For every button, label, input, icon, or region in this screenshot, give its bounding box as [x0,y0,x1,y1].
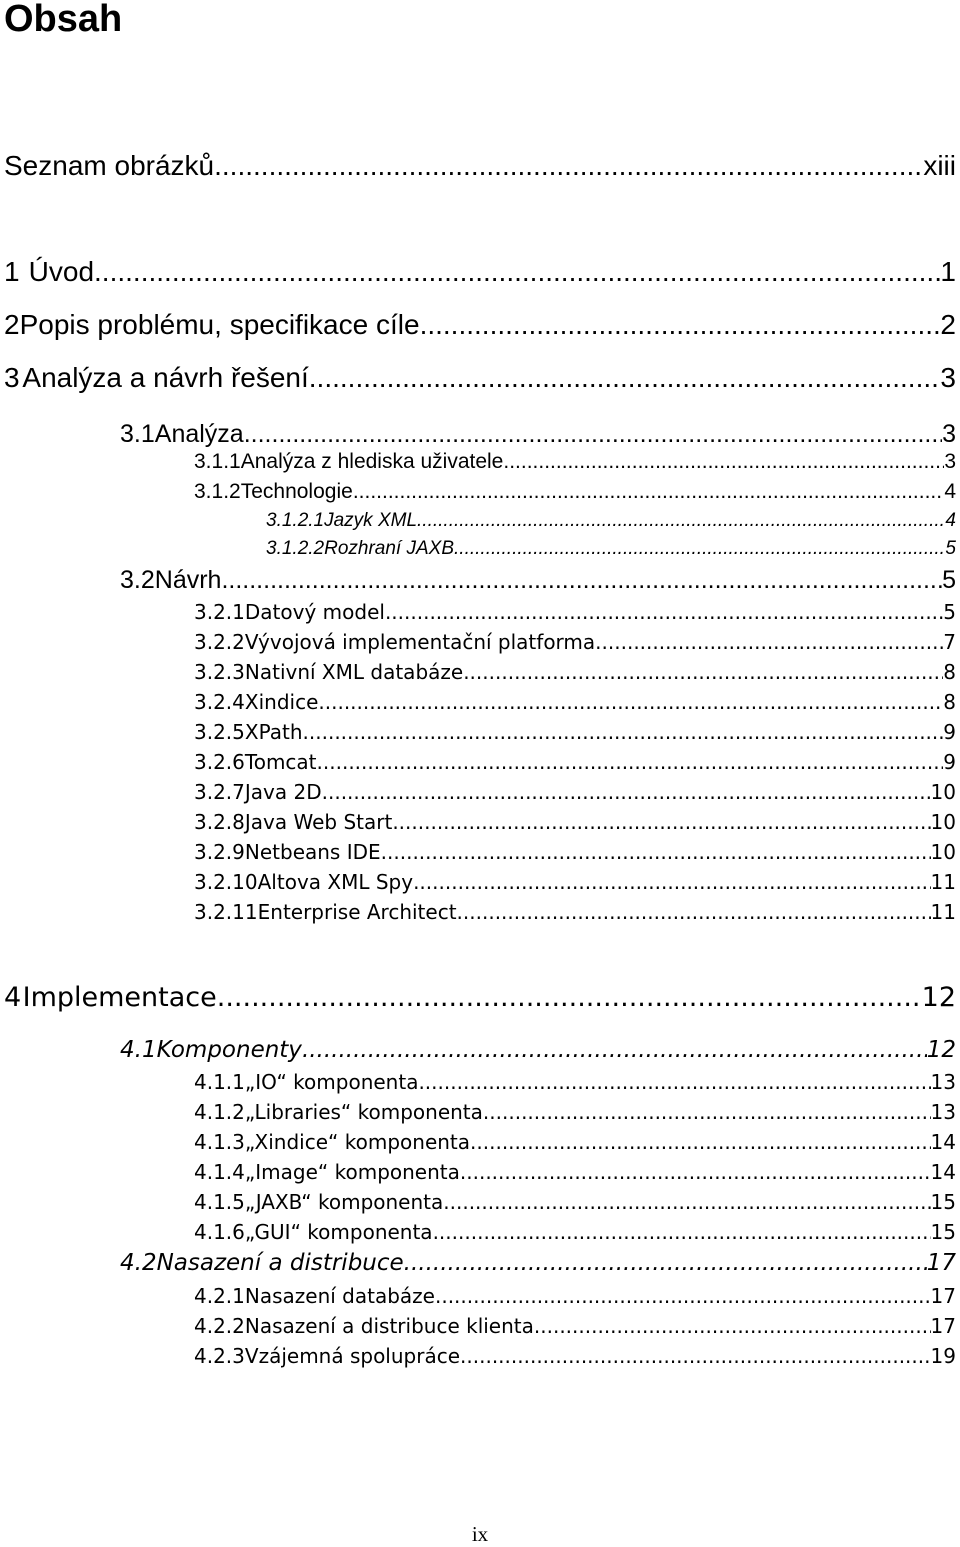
toc-entry-number: 3.2.6 [194,750,245,774]
toc-entry-page: 17 [926,1250,956,1276]
toc-entry-number: 3.2.3 [194,660,245,684]
toc-entry-number: 4.2.1 [194,1284,245,1308]
toc-entry-page: 5 [942,566,956,594]
toc-entry-label: Seznam obrázků [4,150,215,181]
toc-entry-page: 7 [943,630,956,654]
toc-leader-dots [443,1190,930,1214]
toc-entry-label: Komponenty [156,1037,302,1063]
toc-entry-label: Nasazení a distribuce [156,1250,404,1276]
toc-entry-page: 5 [943,600,956,624]
page-title: Obsah [4,0,123,40]
toc-entry-3-1-1[interactable] [194,450,956,474]
toc-entry-3-2-7[interactable] [194,780,956,804]
toc-entry-number: 4.2.2 [194,1314,245,1338]
toc-leader-dots [463,660,943,684]
toc-leader-dots [413,870,930,894]
toc-entry-page: 2 [940,309,956,340]
toc-entry-page: 10 [930,780,956,804]
toc-entry-label: Nasazení a distribuce klienta [244,1314,534,1338]
toc-entry-page: 3 [942,420,956,448]
toc-entry-label: „Libraries“ komponenta [244,1100,483,1124]
toc-entry-label: Nasazení databáze [244,1284,435,1308]
toc-entry-label: Altova XML Spy [257,870,414,894]
toc-entry-label: Nativní XML databáze [244,660,464,684]
toc-entry-page: 9 [943,750,956,774]
toc-entry-label: Java Web Start [244,810,393,834]
toc-entry-page: 15 [930,1220,956,1244]
toc-leader-dots [385,600,943,624]
toc-entry-4-1[interactable] [120,1037,956,1063]
toc-entry-3-2-9[interactable] [194,840,956,864]
toc-entry-list-of-figures[interactable] [4,150,956,182]
toc-entry-number: 4.1.3 [194,1130,245,1154]
toc-entry-number: 1 [4,256,20,287]
toc-leader-dots [392,810,930,834]
toc-entry-page: 4 [945,510,956,531]
toc-leader-dots [221,566,942,595]
toc-entry-4-2[interactable] [120,1250,956,1276]
toc-leader-dots [322,780,931,804]
toc-entry-3-2-6[interactable] [194,750,956,774]
toc-entry-3-2-8[interactable] [194,810,956,834]
toc-entry-3-2-3[interactable] [194,660,956,684]
toc-leader-dots [503,450,944,474]
toc-entry-4[interactable] [4,982,956,1013]
toc-entry-label: Analýza [154,420,244,448]
toc-entry-number: 3.1.2 [194,480,241,503]
toc-entry-3-2-1[interactable] [194,600,956,624]
toc-entry-3-2-11[interactable] [194,900,956,924]
toc-entry-1[interactable] [4,256,956,288]
toc-entry-label: Netbeans IDE [244,840,381,864]
toc-entry-number: 4.1.4 [194,1160,245,1184]
toc-entry-label: Enterprise Architect [257,900,457,924]
toc-entry-label: Analýza a návrh řešení [22,362,309,393]
toc-entry-number: 3.2.1 [194,600,245,624]
toc-entry-3-1[interactable] [120,420,956,449]
toc-leader-dots [595,630,943,654]
toc-entry-page: 4 [944,480,956,503]
toc-entry-label: Jazyk XML [324,510,418,531]
toc-entry-label: Technologie [240,480,353,503]
toc-entry-4-2-2[interactable] [194,1314,956,1338]
toc-leader-dots [94,256,940,288]
toc-entry-4-1-2[interactable] [194,1100,956,1124]
toc-leader-dots [418,1070,930,1094]
toc-entry-3-1-2-1[interactable] [266,510,956,532]
toc-entry-label: Datový model [244,600,385,624]
toc-entry-label: Xindice [244,690,319,714]
toc-entry-label: Popis problému, specifikace cíle [19,309,420,340]
toc-entry-3-2-2[interactable] [194,630,956,654]
toc-entry-label: Analýza z hlediska uživatele [240,450,504,473]
toc-entry-page: 10 [930,810,956,834]
toc-leader-dots [214,150,923,182]
toc-leader-dots [433,1220,931,1244]
toc-entry-label: „GUI“ komponenta [244,1220,433,1244]
toc-entry-number: 4.1.2 [194,1100,245,1124]
toc-leader-dots [381,840,931,864]
toc-leader-dots [460,1344,931,1368]
toc-entry-label: Rozhraní JAXB [324,538,455,559]
toc-leader-dots [404,1250,927,1276]
toc-entry-number: 4.1 [120,1037,157,1063]
toc-entry-page: 12 [921,982,956,1013]
toc-entry-number: 3.2.10 [194,870,258,894]
toc-entry-number: 3.2 [120,566,155,594]
toc-leader-dots [317,750,944,774]
page-number: ix [471,1522,489,1546]
toc-entry-page: 19 [930,1344,956,1368]
toc-leader-dots [303,720,944,744]
toc-leader-dots [435,1284,931,1308]
toc-entry-label: Návrh [154,566,222,594]
toc-entry-3-1-2-2[interactable] [266,538,956,560]
toc-entry-4-1-4[interactable] [194,1160,956,1184]
toc-entry-page: 15 [930,1190,956,1214]
toc-entry-label: „IO“ komponenta [244,1070,419,1094]
toc-leader-dots [302,1037,927,1063]
toc-entry-number: 3.1.2.2 [266,538,325,559]
toc-entry-page: 1 [940,256,956,287]
toc-entry-page: 13 [930,1070,956,1094]
toc-leader-dots [318,690,943,714]
toc-entry-page: 14 [930,1160,956,1184]
toc-entry-page: xiii [923,150,956,181]
toc-entry-4-2-3[interactable] [194,1344,956,1368]
toc-entry-number: 3.1.1 [194,450,241,473]
toc-entry-number: 3.2.5 [194,720,245,744]
toc-leader-dots [454,538,945,560]
toc-entry-3-1-2[interactable] [194,480,956,504]
toc-entry-page: 3 [944,450,956,473]
toc-entry-number: 3.2.9 [194,840,245,864]
toc-leader-dots [217,982,922,1013]
toc-leader-dots [470,1130,931,1154]
toc-entry-3[interactable] [4,362,956,394]
toc-entry-page: 14 [930,1130,956,1154]
toc-entry-label: XPath [244,720,303,744]
toc-entry-number: 3 [4,362,20,393]
toc-entry-4-1-1[interactable] [194,1070,956,1094]
toc-entry-number: 2 [4,309,20,340]
toc-entry-number: 4.2.3 [194,1344,245,1368]
toc-entry-number: 4.1.5 [194,1190,245,1214]
toc-leader-dots [417,510,945,532]
toc-entry-number: 3.1 [120,420,155,448]
toc-entry-page: 5 [945,538,956,559]
toc-entry-number: 3.2.8 [194,810,245,834]
toc-entry-label: „Xindice“ komponenta [244,1130,471,1154]
toc-entry-label: „Image“ komponenta [244,1160,460,1184]
toc-entry-3-2[interactable] [120,566,956,595]
toc-entry-page: 17 [930,1284,956,1308]
toc-leader-dots [534,1314,931,1338]
toc-entry-page: 13 [930,1100,956,1124]
toc-entry-label: Úvod [28,256,95,287]
toc-leader-dots [460,1160,931,1184]
toc-entry-page: 9 [943,720,956,744]
toc-leader-dots [420,309,941,341]
toc-entry-page: 8 [943,690,956,714]
toc-entry-3-2-4[interactable] [194,690,956,714]
toc-entry-page: 10 [930,840,956,864]
toc-entry-page: 12 [926,1037,956,1063]
toc-entry-label: Vývojová implementační platforma [244,630,596,654]
toc-entry-label: Tomcat [244,750,317,774]
toc-entry-4-1-5[interactable] [194,1190,956,1214]
toc-leader-dots [353,480,945,504]
toc-entry-label: Implementace [22,982,217,1013]
toc-entry-3-2-10[interactable] [194,870,956,894]
toc-entry-label: Java 2D [244,780,322,804]
toc-entry-number: 3.2.11 [194,900,258,924]
toc-entry-page: 3 [940,362,956,393]
toc-leader-dots [309,362,941,394]
toc-entry-page: 11 [930,870,956,894]
toc-entry-3-2-5[interactable] [194,720,956,744]
toc-entry-4-2-1[interactable] [194,1284,956,1308]
toc-leader-dots [457,900,931,924]
toc-entry-page: 8 [943,660,956,684]
toc-entry-2[interactable] [4,309,956,341]
toc-entry-number: 4.1.1 [194,1070,245,1094]
toc-entry-number: 4.2 [120,1250,157,1276]
toc-entry-number: 3.2.7 [194,780,245,804]
toc-entry-4-1-6[interactable] [194,1220,956,1244]
toc-entry-label: Vzájemná spolupráce [244,1344,461,1368]
toc-leader-dots [483,1100,931,1124]
toc-entry-page: 11 [930,900,956,924]
toc-leader-dots [244,420,942,449]
toc-entry-4-1-3[interactable] [194,1130,956,1154]
toc-entry-number: 4.1.6 [194,1220,245,1244]
toc-entry-page: 17 [930,1314,956,1338]
toc-entry-number: 3.1.2.1 [266,510,325,531]
toc-entry-label: „JAXB“ komponenta [244,1190,444,1214]
toc-entry-number: 4 [4,982,22,1013]
toc-entry-number: 3.2.2 [194,630,245,654]
toc-entry-number: 3.2.4 [194,690,245,714]
